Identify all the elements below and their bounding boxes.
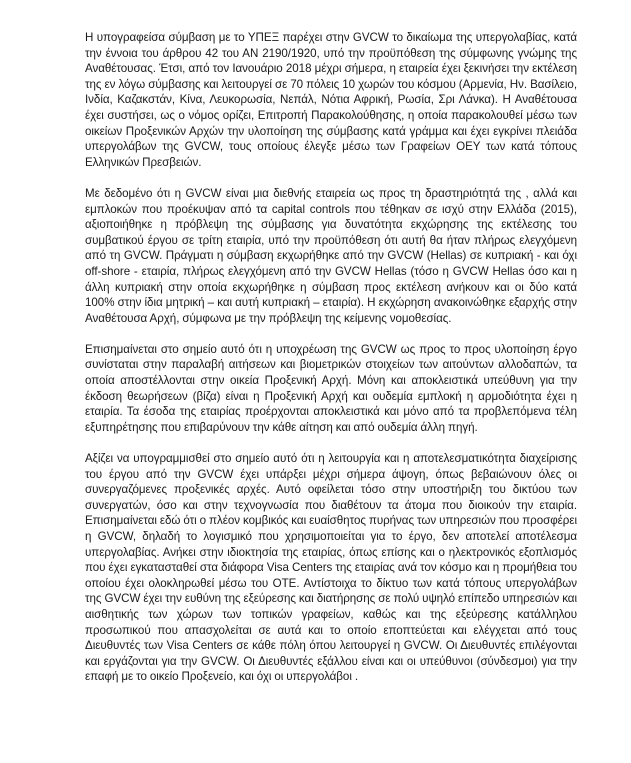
paragraph-obligations-and-revenue: Επισημαίνεται στο σημείο αυτό ότι η υποχρέωση της GVCW ως προς το προς υλοποίηση έργο συνίσταται στην παραλαβή αιτήσεων και βιομετρικών στοιχείων των αιτούντων αλλοδαπών, τα οποία αποστέλλονται στην οικεία Προξενική Αρχή. Μόνη και αποκλειστικά υπεύθυνη για την έκδοση θεωρήσεων (βίζα) είναι η Προξενική Αρχή και ουδεμία εμπλοκή η αρμοδιότητα έχει η εταιρία. Τα έσοδα της εταιρίας προέρχονται αποκλειστικά και μόνο από τα προβλεπόμενα τέλη εξυπηρέτησης που επιβαρύνουν την κάθε αίτηση και από ουδεμία άλλη πηγή.: [85, 342, 577, 434]
paragraph-operation-and-management: Αξίζει να υπογραμμισθεί στο σημείο αυτό ότι η λειτουργία και η αποτελεσματικότητα διαχείρισης του έργου από την GVCW έχει υπάρξει μέχρι σήμερα άψογη, όπως βεβαιώνουν όλες οι συνεργαζόμενες προξενικές αρχές. Αυτό οφείλεται τόσο στην υποστήριξη του δικτύου των συνεργατών, όσο και στην τεχνογνωσία που διαθέτουν τα άτομα που διοικούν την εταιρία. Επισημαίνεται εδώ ότι ο πλέον κομβικός και ευαίσθητος πυρήνας των υπηρεσιών που προσφέρει η GVCW, δηλαδή το λογισμικό που χρησιμοποιείται για το έργο, δεν αποτελεί αποτέλεσμα υπεργολαβίας. Ανήκει στην ιδιοκτησία της εταιρίας, όπως επίσης και ο ηλεκτρονικός εξοπλισμός που έχει εγκατασταθεί στα διάφορα Visa Centers της εταιρίας ανά τον κόσμο και η προμήθεια του οποίου έχει ολοκληρωθεί μέσω του ΟΤΕ. Αντίστοιχα το δίκτυο των κατά τόπους υπεργολάβων της GVCW έχει την ευθύνη της εξεύρεσης και διατήρησης σε πολύ υψηλό επίπεδο υπηρεσιών και αισθητικής των χώρων των τοπικών γραφείων, καθώς και της εξεύρεσης κατάλληλου προσωπικού που απασχολείται σε αυτά και το οποίο εποπτεύεται και ελέγχεται από τους Διευθυντές των Visa Centers σε κάθε πόλη όπου λειτουργεί η GVCW. Οι Διευθυντές επιλέγονται και εργάζονται για την GVCW. Οι Διευθυντές εξάλλου είναι και οι υπεύθυνοι (σύνδεσμοι) για την επαφή με το οικείο Προξενείο, και όχι οι υπεργολάβοι .: [85, 452, 577, 684]
document-page: [85, 30, 577, 685]
paragraph-assignment-to-cyprus-company: Με δεδομένο ότι η GVCW είναι μια διεθνής εταιρεία ως προς τη δραστηριότητά της , αλλά και εμπλοκών που προέκυψαν από τα capital controls που τέθηκαν σε ισχύ στην Ελλάδα (2015), αξιοποιήθηκε η πρόβλεψη της σύμβασης για δυνατότητα εκχώρησης της εκτέλεσης του συμβατικού έργου σε τρίτη εταιρία, υπό την προϋπόθεση ότι αυτή θα ήταν πλήρως ελεγχόμενη από τη GVCW. Πράγματι η σύμβαση εκχωρήθηκε από την GVCW (Hellas) σε κυπριακή - και όχι off-shore - εταιρία, πλήρως ελεγχόμενη από την GVCW Hellas (τόσο η GVCW Hellas όσο και η άλλη κυπριακή στην οποία εκχωρήθηκε η σύμβαση προς εκτέλεση ανήκουν και οι δύο κατά 100% στην ίδια μητρική – και αυτή κυπριακή – εταιρία). Η εκχώρηση ανακοινώθηκε εξαρχής στην Αναθέτουσα Αρχή, σύμφωνα με την πρόβλεψη της κείμενης νομοθεσίας.: [85, 186, 577, 325]
paragraph-subcontracting-contract: Η υπογραφείσα σύμβαση με το ΥΠΕΞ παρέχει στην GVCW το δικαίωμα της υπεργολαβίας, κατά την έννοια του άρθρου 42 του ΑΝ 2190/1920, υπό την προϋπόθεση της σύμφωνης γνώμης της Αναθέτουσας. Έτσι, από τον Ιανουάριο 2018 μέχρι σήμερα, η εταιρεία έχει ξεκινήσει την εκτέλεση της εν λόγω σύμβασης και λειτουργεί σε 70 πόλεις 10 χωρών του κόσμου (Αρμενία, Ην. Βασίλειο, Ινδία, Καζακστάν, Κίνα, Λευκορωσία, Νεπάλ, Νότια Αφρική, Ρωσία, Σρι Λάνκα). Η Αναθέτουσα έχει συστήσει, ως ο νόμος ορίζει, Επιτροπή Παρακολούθησης, η οποία παρακολουθεί μέσω των οικείων Προξενικών Αρχών την υλοποίηση της σύμβασης κατά γράμμα και έχει εγκρίνει πλειάδα υπεργολάβων της GVCW, τους οποίους έλεγξε μέσω των Γραφείων ΟΕΥ των κατά τόπους Ελληνικών Πρεσβειών.: [85, 31, 577, 169]
